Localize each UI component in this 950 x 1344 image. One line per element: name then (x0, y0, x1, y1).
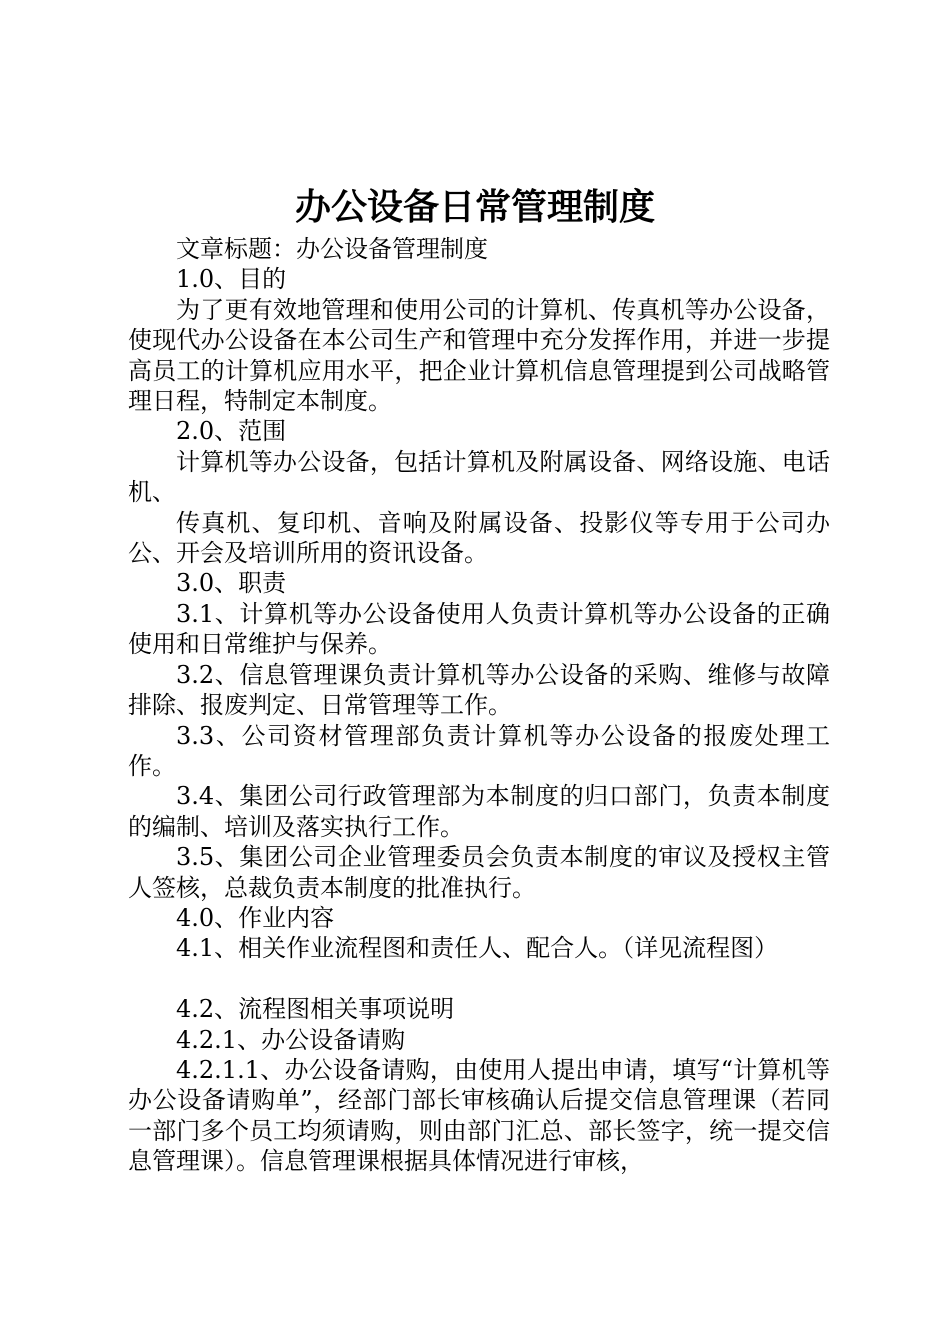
paragraph-scope-1: 计算机等办公设备，包括计算机及附属设备、网络设施、电话机、 (128, 447, 830, 507)
paragraph-4-2: 4.2、流程图相关事项说明 (176, 995, 455, 1024)
section-heading-purpose: 1.0、目的 (176, 265, 287, 294)
paragraph-4-1: 4.1、相关作业流程图和责任人、配合人。（详见流程图） (176, 934, 779, 963)
paragraph-scope-2: 传真机、复印机、音响及附属设备、投影仪等专用于公司办公、开会及培训所用的资讯设备。 (128, 508, 830, 568)
blank-line (128, 964, 830, 994)
document-body (128, 234, 830, 1177)
paragraph-3-3: 3.3、公司资材管理部负责计算机等办公设备的报废处理工作。 (128, 721, 830, 780)
paragraph-3-5: 3.5、集团公司企业管理委员会负责本制度的审议及授权主管人签核，总裁负责本制度的批准执行。 (128, 843, 830, 902)
paragraph-4-2-1: 4.2.1、办公设备请购 (176, 1025, 406, 1054)
paragraph-3-4: 3.4、集团公司行政管理部为本制度的归口部门，负责本制度的编制、培训及落实执行工作。 (128, 782, 830, 841)
section-heading-work-content: 4.0、作业内容 (176, 903, 335, 932)
article-title-line: 文章标题：办公设备管理制度 (176, 235, 488, 263)
document-title: 办公设备日常管理制度 (294, 187, 655, 228)
paragraph-4-2-1-1: 4.2.1.1、办公设备请购，由使用人提出申请，填写“计算机等办公设备请购单”，经部门部长审核确认后提交信息管理课（若同一部门多个员工均须请购，则由部门汇总、部长签字，统一提交信息管理课）。信息管理课根据具体情况进行审核， (128, 1055, 830, 1176)
paragraph-3-2: 3.2、信息管理课负责计算机等办公设备的采购、维修与故障排除、报废判定、日常管理等工作。 (128, 660, 830, 720)
section-heading-responsibilities: 3.0、职责 (176, 569, 287, 598)
paragraph-purpose: 为了更有效地管理和使用公司的计算机、传真机等办公设备，使现代办公设备在本公司生产和管理中充分发挥作用，并进一步提高员工的计算机应用水平，把企业计算机信息管理提到公司战略管理日程，特制定本制度。 (128, 295, 830, 416)
section-heading-scope: 2.0、范围 (176, 417, 287, 446)
paragraph-3-1: 3.1、计算机等办公设备使用人负责计算机等办公设备的正确使用和日常维护与保养。 (128, 599, 830, 659)
